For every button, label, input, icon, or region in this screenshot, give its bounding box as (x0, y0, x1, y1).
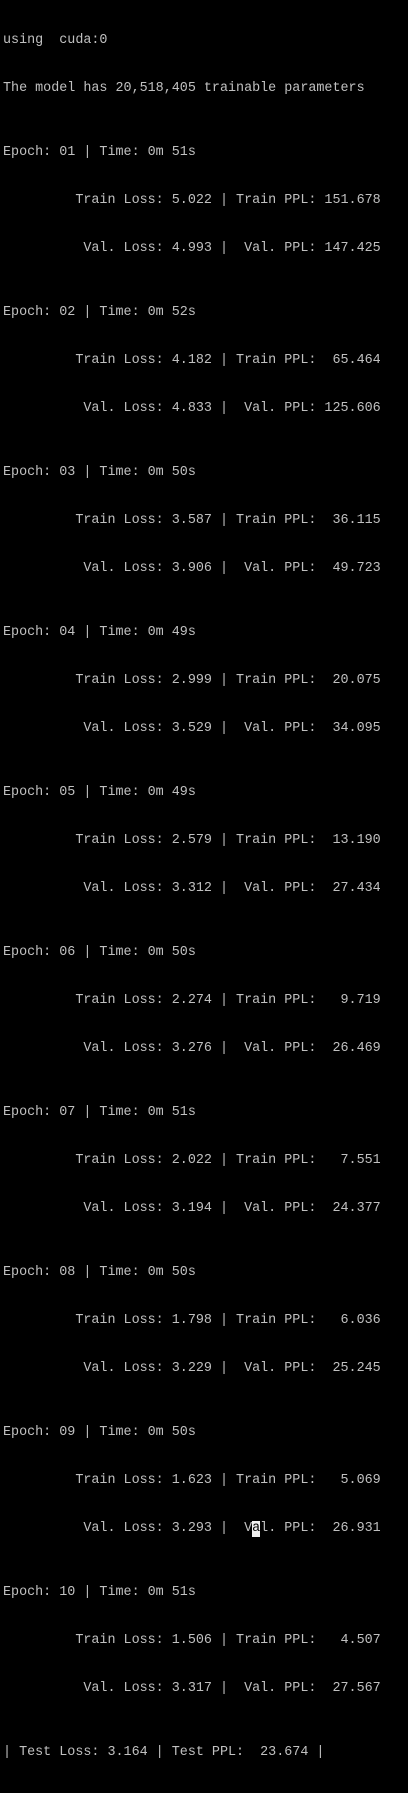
terminal-scrollbar-track[interactable] (392, 0, 408, 536)
epoch-10-train-metrics: Train Loss: 1.506 | Train PPL: 4.507 (3, 1633, 381, 1648)
test-metrics-line: | Test Loss: 3.164 | Test PPL: 23.674 | (3, 1745, 325, 1760)
parameter-count-line: The model has 20,518,405 trainable parameters (3, 81, 365, 96)
terminal-output[interactable] (3, 1, 391, 1793)
epoch-01-train-metrics: Train Loss: 5.022 | Train PPL: 151.678 (3, 193, 381, 208)
epoch-02-header: Epoch: 02 | Time: 0m 52s (3, 305, 196, 320)
epoch-10-val-metrics: Val. Loss: 3.317 | Val. PPL: 27.567 (3, 1681, 381, 1696)
epoch-04-val-metrics: Val. Loss: 3.529 | Val. PPL: 34.095 (3, 721, 381, 736)
epoch-06-train-metrics: Train Loss: 2.274 | Train PPL: 9.719 (3, 993, 381, 1008)
epoch-07-val-metrics: Val. Loss: 3.194 | Val. PPL: 24.377 (3, 1201, 381, 1216)
epoch-08-train-metrics: Train Loss: 1.798 | Train PPL: 6.036 (3, 1313, 381, 1328)
epoch-06-header: Epoch: 06 | Time: 0m 50s (3, 945, 196, 960)
epoch-03-val-metrics: Val. Loss: 3.906 | Val. PPL: 49.723 (3, 561, 381, 576)
epoch-02-train-metrics: Train Loss: 4.182 | Train PPL: 65.464 (3, 353, 381, 368)
epoch-09-header: Epoch: 09 | Time: 0m 50s (3, 1425, 196, 1440)
epoch-04-header: Epoch: 04 | Time: 0m 49s (3, 625, 196, 640)
epoch-03-train-metrics: Train Loss: 3.587 | Train PPL: 36.115 (3, 513, 381, 528)
epoch-07-header: Epoch: 07 | Time: 0m 51s (3, 1105, 196, 1120)
epoch-10-header: Epoch: 10 | Time: 0m 51s (3, 1585, 196, 1600)
epoch-06-val-metrics: Val. Loss: 3.276 | Val. PPL: 26.469 (3, 1041, 381, 1056)
device-line: using cuda:0 (3, 33, 108, 48)
epoch-09-val-prefix: Val. Loss: 3.293 | V (3, 1521, 253, 1536)
epoch-05-header: Epoch: 05 | Time: 0m 49s (3, 785, 196, 800)
epoch-09-val-suffix: l. PPL: 26.931 (260, 1521, 381, 1536)
epoch-01-val-metrics: Val. Loss: 4.993 | Val. PPL: 147.425 (3, 241, 381, 256)
epoch-08-val-metrics: Val. Loss: 3.229 | Val. PPL: 25.245 (3, 1361, 381, 1376)
epoch-02-val-metrics: Val. Loss: 4.833 | Val. PPL: 125.606 (3, 401, 381, 416)
epoch-04-train-metrics: Train Loss: 2.999 | Train PPL: 20.075 (3, 673, 381, 688)
epoch-07-train-metrics: Train Loss: 2.022 | Train PPL: 7.551 (3, 1153, 381, 1168)
epoch-01-header: Epoch: 01 | Time: 0m 51s (3, 145, 196, 160)
epoch-03-header: Epoch: 03 | Time: 0m 50s (3, 465, 196, 480)
epoch-05-val-metrics: Val. Loss: 3.312 | Val. PPL: 27.434 (3, 881, 381, 896)
epoch-05-train-metrics: Train Loss: 2.579 | Train PPL: 13.190 (3, 833, 381, 848)
epoch-09-train-metrics: Train Loss: 1.623 | Train PPL: 5.069 (3, 1473, 381, 1488)
epoch-08-header: Epoch: 08 | Time: 0m 50s (3, 1265, 196, 1280)
text-cursor[interactable]: a (252, 1521, 261, 1536)
epoch-09-val-metrics (3, 1521, 391, 1537)
